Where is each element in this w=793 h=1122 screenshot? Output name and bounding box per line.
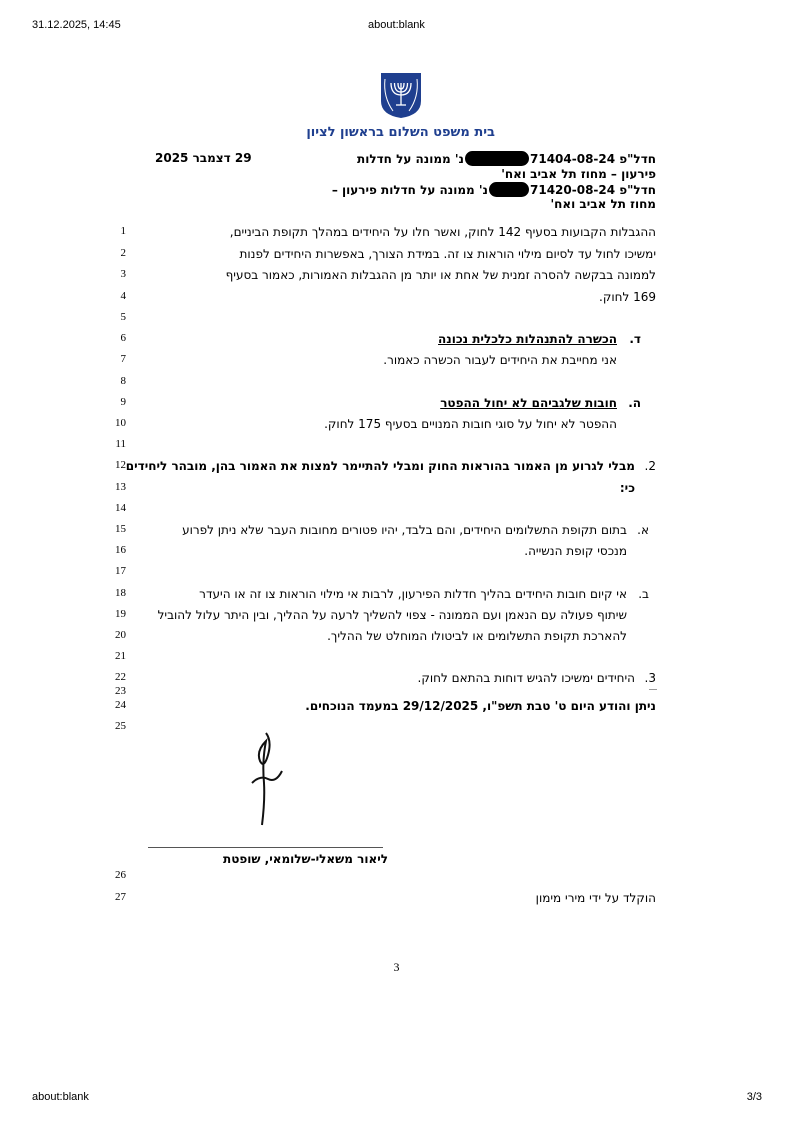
print-title: about:blank: [368, 19, 425, 31]
state-emblem-icon: [379, 71, 423, 119]
line-number: 9: [120, 396, 126, 408]
line-number: 20: [115, 629, 126, 641]
paragraph-line: 169 לחוק.: [599, 290, 656, 304]
line-number: 19: [115, 608, 126, 620]
print-footer-url: about:blank: [32, 1091, 89, 1103]
section-d-title: הכשרה להתנהלות כלכלית נכונה: [438, 332, 617, 346]
line-number: 6: [120, 332, 126, 344]
print-footer-page: 3/3: [746, 1091, 762, 1103]
line-number: 14: [115, 502, 126, 514]
item-a-line: מנכסי קופת הנשייה.: [524, 544, 627, 558]
signature-line: [148, 847, 383, 848]
item-a-label: א.: [637, 523, 649, 537]
redaction-box: [489, 182, 529, 197]
section-d-text: אני מחייבת את היחידים לעבור הכשרה כאמור.: [383, 353, 617, 367]
line-number: 7: [120, 353, 126, 365]
line-number: 23: [115, 685, 126, 697]
line-number: 8: [120, 375, 126, 387]
section-2-line: מבלי לגרוע מן האמור בהוראות החוק ומבלי להתיימר למצות את האמור בהן, מובהר ליחידים: [125, 459, 635, 473]
judge-name: ליאור משאלי-שלומאי, שופטת: [223, 852, 388, 866]
paragraph-line: ההגבלות הקבועות בסעיף 142 לחוק, ואשר חלו על היחידים במהלך תקופת הביניים,: [229, 225, 656, 239]
given-statement: ניתן והודע היום ט' טבת תשפ"ו, 29/12/2025 במעמד הנוכחים.: [305, 699, 656, 713]
line-number: 24: [115, 699, 126, 711]
case-number-1: חדל"פ 71404-08-24: [530, 152, 656, 166]
section-3-number: 3.: [644, 671, 656, 685]
divider: [649, 689, 657, 690]
line-number: 12: [115, 459, 126, 471]
case-line-1: [357, 151, 656, 166]
section-h-title: חובות שלגביהם לא יחול ההפטר: [440, 396, 617, 410]
signature-icon: [246, 731, 286, 827]
typed-by: הוקלד על ידי מירי מימון: [535, 891, 656, 905]
court-name: בית משפט השלום בראשון לציון: [306, 125, 495, 140]
case-line-4: מחוז תל אביב ואח': [550, 197, 656, 211]
line-number: 21: [115, 650, 126, 662]
page-number: 3: [393, 960, 400, 974]
line-number: 22: [115, 671, 126, 683]
section-h-label: ה.: [628, 396, 641, 410]
line-number: 2: [120, 247, 126, 259]
line-number: 25: [115, 720, 126, 732]
line-number: 27: [115, 891, 126, 903]
paragraph-line: לממונה בבקשה להסרה זמנית של אחת או יותר מן ההגבלות האמורות, כאמור בסעיף: [225, 268, 656, 282]
section-2-line: כי:: [619, 481, 635, 495]
section-h-text: ההפטר לא יחול על סוגי חובות המנויים בסעיף 175 לחוק.: [324, 417, 617, 431]
section-2-number: 2.: [644, 459, 656, 473]
case-line-1-rest: נ' ממונה על חדלות: [357, 152, 464, 166]
line-number: 10: [115, 417, 126, 429]
case-number-2: חדל"פ 71420-08-24: [530, 183, 656, 197]
section-3-text: היחידים ימשיכו להגיש דוחות בהתאם לחוק.: [417, 671, 635, 685]
line-number: 5: [120, 311, 126, 323]
item-b-label: ב.: [638, 587, 649, 601]
line-number: 4: [120, 290, 126, 302]
case-line-3-rest: נ' ממונה על חדלות פירעון –: [331, 183, 488, 197]
line-number: 26: [115, 869, 126, 881]
item-b-line: להארכת תקופת התשלומים או לביטולו המוחלט של ההליך.: [327, 629, 627, 643]
paragraph-line: ימשיכו לחול עד לסיום מילוי הוראות צו זה. במידת הצורך, באפשרות היחידים לפנות: [239, 247, 656, 261]
line-number: 13: [115, 481, 126, 493]
decision-date: 29 דצמבר 2025: [155, 151, 252, 165]
line-number: 11: [115, 438, 126, 450]
line-number: 15: [115, 523, 126, 535]
item-b-line: שיתוף פעולה עם הנאמן ועם הממונה - צפוי להשליך לרעה על ההליך, ובין היתר עלול להוביל: [157, 608, 627, 622]
item-a-line: בתום תקופת התשלומים היחידים, והם בלבד, יהיו פטורים מחובות העבר שלא ניתן לפרוע: [182, 523, 627, 537]
section-d-label: ד.: [629, 332, 641, 346]
case-line-2: פירעון – מחוז תל אביב ואח': [501, 167, 656, 181]
item-b-line: אי קיום חובות היחידים בהליך חדלות הפירעון, לרבות אי מילוי הוראות צו זה או היעדר: [199, 587, 627, 601]
line-number: 17: [115, 565, 126, 577]
line-number: 18: [115, 587, 126, 599]
print-datetime: 31.12.2025, 14:45: [32, 19, 121, 31]
line-number: 3: [120, 268, 126, 280]
case-line-3: [332, 182, 656, 197]
redaction-box: [465, 151, 529, 166]
line-number: 1: [120, 225, 126, 237]
line-number: 16: [115, 544, 126, 556]
